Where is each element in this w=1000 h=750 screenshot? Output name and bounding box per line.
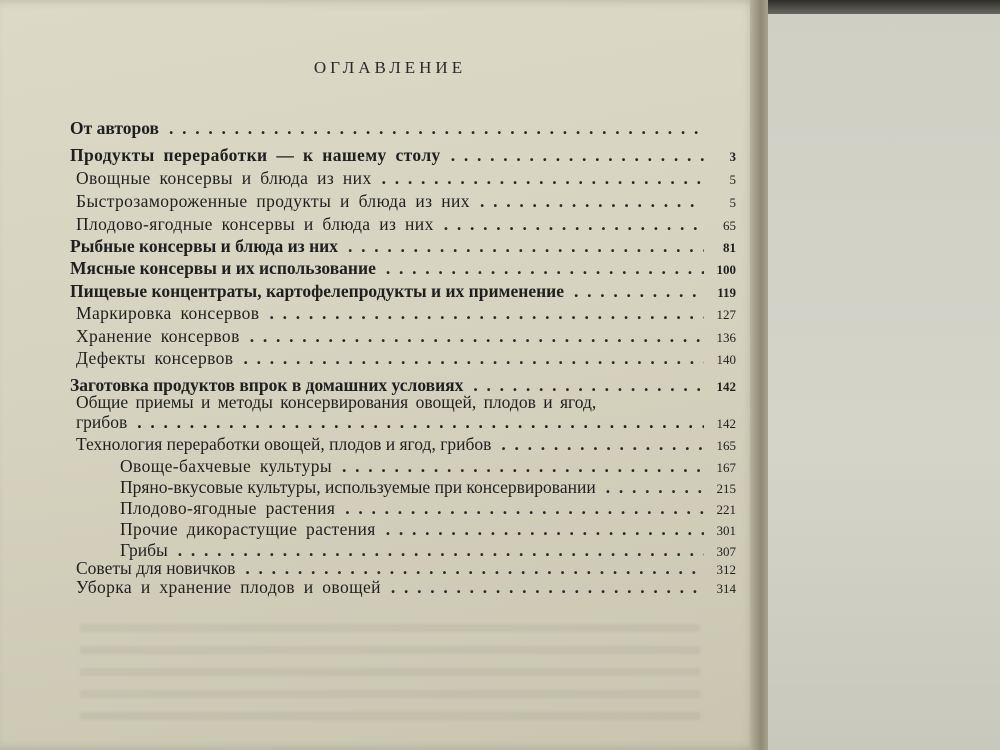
toc-entry	[120, 477, 736, 499]
toc-entry-label: Уборка и хранение плодов и овощей	[76, 577, 381, 597]
toc-leader	[391, 577, 704, 598]
toc-entry	[70, 281, 736, 303]
toc-leader	[243, 348, 704, 369]
toc-entry	[70, 118, 736, 140]
toc-page-number: 140	[716, 352, 736, 367]
toc-leader	[444, 214, 704, 235]
toc-leader	[501, 434, 704, 455]
toc-leader	[169, 118, 704, 139]
toc-page-number: 142	[716, 379, 736, 394]
toc-page-number: 165	[716, 438, 736, 453]
toc-leader	[606, 477, 704, 498]
toc-entry-label: От авторов	[70, 118, 159, 138]
toc-entry-label: Заготовка продуктов впрок в домашних условиях	[70, 375, 464, 395]
toc-entry	[76, 191, 736, 213]
toc-entry	[120, 456, 736, 478]
toc-entry	[76, 392, 736, 434]
toc-entry-label: Пряно-вкусовые культуры, используемые при консервировании	[120, 477, 596, 497]
toc-page-number: 65	[723, 218, 736, 233]
toc-page-number: 100	[716, 262, 736, 277]
toc-page-number: 142	[716, 416, 736, 431]
toc-leader	[137, 412, 704, 432]
toc-page-number: 167	[716, 460, 736, 475]
toc-entry	[70, 258, 736, 280]
toc-leader	[345, 498, 704, 519]
toc-page-number: 314	[716, 581, 736, 596]
toc-entry	[76, 303, 736, 325]
toc-entry-label: Общие приемы и методы консервирования овощей, плодов и ягод,	[76, 392, 597, 412]
toc-entry-label: Плодово-ягодные растения	[120, 498, 336, 518]
toc-entry	[76, 214, 736, 236]
toc-page-number: 81	[723, 240, 736, 255]
right-page-shadow	[768, 0, 1000, 14]
toc-leader	[269, 303, 704, 324]
toc-page-number: 312	[716, 562, 736, 577]
toc-entry-label: Пищевые концентраты, картофелепродукты и их применение	[70, 281, 565, 301]
toc-page-number: 307	[716, 544, 736, 559]
toc-leader	[342, 456, 704, 477]
toc-entry-label: Овощные консервы и блюда из них	[76, 168, 372, 188]
toc-leader	[245, 558, 704, 579]
toc-page-number: 119	[717, 285, 736, 300]
toc-entry	[76, 577, 736, 599]
toc-entry	[70, 145, 736, 167]
toc-entry	[76, 434, 736, 456]
toc-entry-label: Прочие дикорастущие растения	[120, 519, 376, 539]
toc-entry-label: Рыбные консервы и блюда из них	[70, 236, 338, 256]
toc-leader	[574, 281, 704, 302]
toc-entry-label: Быстрозамороженные продукты и блюда из них	[76, 191, 470, 211]
toc-entry-label: Хранение консервов	[76, 326, 240, 346]
toc-page-number: 3	[729, 149, 736, 164]
toc-leader	[250, 326, 704, 347]
toc-entry-label: Плодово-ягодные консервы и блюда из них	[76, 214, 434, 234]
toc-heading: ОГЛАВЛЕНИЕ	[313, 58, 467, 77]
toc-page-number: 5	[729, 195, 736, 210]
toc-entry-label-continued: грибов	[76, 412, 128, 432]
toc-entry	[120, 519, 736, 541]
toc-page-number: 221	[716, 502, 736, 517]
toc-leader	[480, 191, 704, 212]
toc-entry	[76, 348, 736, 370]
toc-leader	[382, 168, 704, 189]
toc-page-number: 215	[716, 481, 736, 496]
toc-leader	[451, 145, 704, 166]
toc-leader	[386, 519, 704, 540]
toc-page-number: 127	[716, 307, 736, 322]
toc-entry-label: Овоще-бахчевые культуры	[120, 456, 333, 476]
toc-page-number: 5	[729, 172, 736, 187]
toc-entry-label: Мясные консервы и их использование	[70, 258, 376, 278]
toc-entry	[76, 326, 736, 348]
toc-entry-label: Советы для новичков	[76, 558, 236, 578]
toc-entry	[76, 168, 736, 190]
toc-entry-label: Маркировка консервов	[76, 303, 260, 323]
right-page	[768, 0, 1000, 750]
toc-leader	[348, 236, 704, 257]
toc-entry	[120, 498, 736, 520]
toc-entry-label: Технология переработки овощей, плодов и ягод, грибов	[76, 434, 492, 454]
toc-page-number: 301	[716, 523, 736, 538]
toc-page-number: 136	[716, 330, 736, 345]
toc-entry	[70, 236, 736, 258]
toc-entry-label: Грибы	[120, 540, 168, 560]
toc-entry-label: Продукты переработки — к нашему столу	[70, 145, 441, 165]
toc-entry-label: Дефекты консервов	[76, 348, 234, 368]
toc-leader	[386, 258, 704, 279]
